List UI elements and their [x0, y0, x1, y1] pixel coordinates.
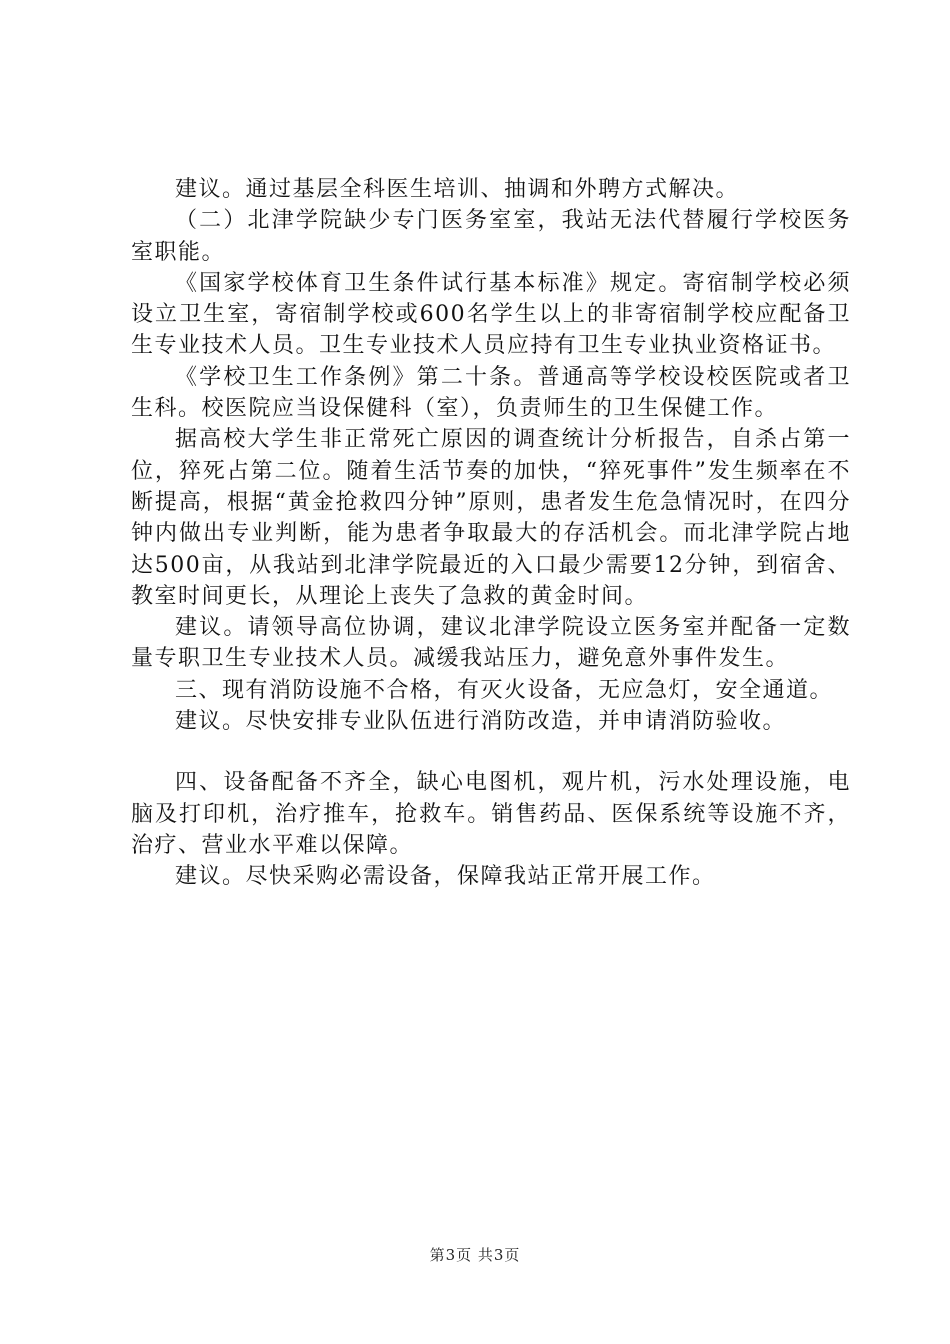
- document-body: [131, 174, 851, 893]
- paragraph-10: 建议。尽快采购必需设备，保障我站正常开展工作。: [175, 864, 716, 890]
- paragraph-5: 据高校大学生非正常死亡原因的调查统计分析报告，自杀占第一位，猝死占第二位。随着生活节奏的加快，“猝死事件”发生频率在不断提高，根据“黄金抢救四分钟”原则，患者发生危急情况时，在四分钟内做出专业判断，能为患者争取最大的存活机会。而北津学院占地达500亩，从我站到北津学院最近的入口最少需要12分钟，到宿舍、教室时间更长，从理论上丧失了急救的黄金时间。: [131, 427, 851, 609]
- paragraph-7: 三、现有消防设施不合格，有灭火设备，无应急灯，安全通道。: [175, 677, 834, 703]
- paragraph-2: （二）北津学院缺少专门医务室室，我站无法代替履行学校医务室职能。: [131, 208, 851, 265]
- paragraph-6: 建议。请领导高位协调，建议北津学院设立医务室并配备一定数量专职卫生专业技术人员。减缓我站压力，避免意外事件发生。: [131, 615, 851, 672]
- paragraph-spacer: [131, 737, 851, 767]
- paragraph-3: 《国家学校体育卫生条件试行基本标准》规定。寄宿制学校必须设立卫生室，寄宿制学校或600名学生以上的非寄宿制学校应配备卫生专业技术人员。卫生专业技术人员应持有卫生专业执业资格证书。: [131, 270, 851, 359]
- paragraph-9: 四、设备配备不齐全，缺心电图机，观片机，污水处理设施，电脑及打印机，治疗推车，抢救车。销售药品、医保系统等设施不齐，治疗、营业水平难以保障。: [131, 770, 851, 858]
- page-number-footer: 第3页 共3页: [429, 1246, 521, 1264]
- paragraph-8: 建议。尽快安排专业队伍进行消防改造，并申请消防验收。: [175, 709, 787, 735]
- paragraph-1: 建议。通过基层全科医生培训、抽调和外聘方式解决。: [175, 177, 740, 202]
- paragraph-4: 《学校卫生工作条例》第二十条。普通高等学校设校医院或者卫生科。校医院应当设保健科（室），负责师生的卫生保健工作。: [131, 364, 851, 422]
